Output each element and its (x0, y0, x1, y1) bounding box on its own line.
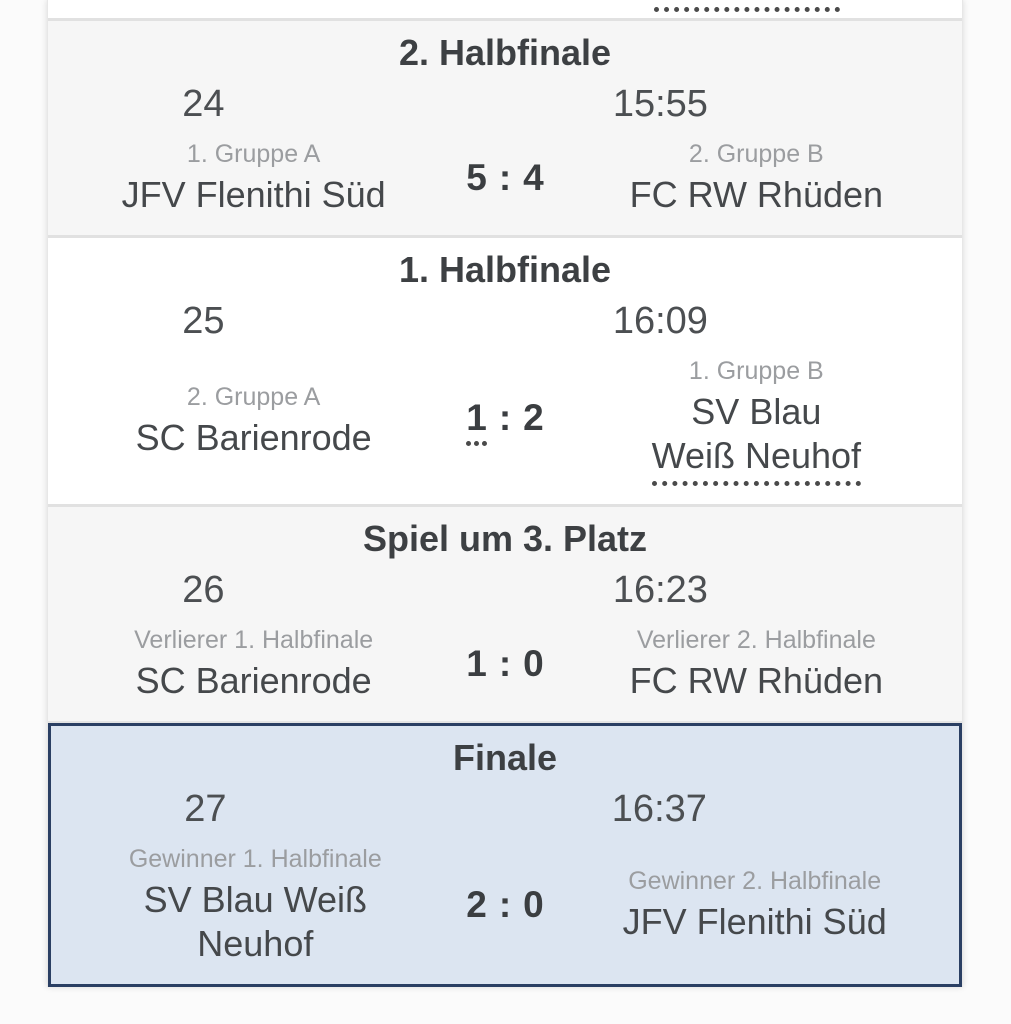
score-home-tooltip-underline[interactable]: 1 (466, 397, 487, 446)
match-number: 27 (184, 788, 227, 830)
home-team (48, 139, 459, 217)
match-title: Spiel um 3. Platz (362, 518, 648, 559)
home-team-label: Verlierer 1. Halbfinale (134, 626, 374, 654)
home-team (48, 382, 459, 460)
match-meta-row (51, 788, 959, 830)
match-card-halbfinale-1[interactable] (48, 235, 962, 504)
away-team-name (579, 390, 934, 486)
away-team-name-tooltip-underline[interactable]: Weiß Neuhof (652, 434, 861, 486)
match-number: 25 (182, 300, 225, 342)
score-away: 2 (523, 396, 544, 438)
away-team (550, 866, 959, 944)
away-team (551, 356, 962, 486)
match-time: 16:09 (612, 300, 708, 342)
home-team-label: Gewinner 1. Halbfinale (128, 845, 382, 873)
away-team-label: Verlierer 2. Halbfinale (636, 626, 876, 654)
match-score (459, 643, 550, 685)
match-score (459, 157, 550, 199)
score-away: 4 (523, 157, 544, 198)
home-team (51, 844, 460, 966)
score-away: 0 (523, 643, 544, 684)
match-meta-row (48, 83, 962, 125)
tournament-schedule-column (47, 0, 963, 987)
away-team (551, 625, 962, 703)
match-title: 1. Halbfinale (398, 249, 612, 290)
away-team-name-line1: SV Blau (691, 391, 822, 432)
home-team-name-line1: SV Blau Weiß (143, 879, 367, 920)
score-away: 0 (523, 884, 544, 925)
truncated-team-dotted-underline[interactable] (654, 7, 840, 12)
home-team-name: JFV Flenithi Süd (121, 174, 386, 215)
score-separator: : (498, 884, 512, 925)
home-team-name: SC Barienrode (135, 660, 372, 701)
match-card-finale[interactable] (48, 723, 962, 987)
match-time: 16:23 (612, 569, 708, 611)
score-separator: : (498, 157, 512, 198)
away-team-label: 1. Gruppe B (688, 357, 824, 385)
match-card-halbfinale-2[interactable] (48, 18, 962, 235)
away-team-name: FC RW Rhüden (629, 174, 884, 215)
away-team-name: JFV Flenithi Süd (622, 901, 887, 942)
teams-row (48, 139, 962, 217)
home-team-name-line2: Neuhof (197, 923, 314, 964)
match-meta-row (48, 569, 962, 611)
score-home: 1 (466, 643, 487, 684)
away-team-name: FC RW Rhüden (629, 660, 884, 701)
match-title: 2. Halbfinale (398, 32, 612, 73)
home-team-name (79, 878, 432, 966)
match-score (459, 397, 550, 446)
score-separator: : (498, 643, 512, 684)
score-home: 2 (466, 884, 487, 925)
score-separator: : (498, 396, 512, 438)
teams-row (48, 356, 962, 486)
match-meta-row (48, 300, 962, 342)
match-number: 26 (182, 569, 225, 611)
truncated-match-row (48, 0, 962, 18)
match-card-third-place[interactable] (48, 504, 962, 723)
home-team-label: 1. Gruppe A (186, 140, 321, 168)
away-team-label: 2. Gruppe B (688, 140, 824, 168)
match-time: 15:55 (612, 83, 708, 125)
away-team (551, 139, 962, 217)
home-team-label: 2. Gruppe A (186, 383, 321, 411)
match-time: 16:37 (611, 788, 707, 830)
away-team-label: Gewinner 2. Halbfinale (628, 867, 882, 895)
match-number: 24 (182, 83, 225, 125)
home-team (48, 625, 459, 703)
home-team-name: SC Barienrode (135, 417, 372, 458)
match-score (460, 884, 551, 926)
match-title: Finale (452, 737, 558, 778)
teams-row (48, 625, 962, 703)
score-home: 5 (466, 157, 487, 198)
teams-row (51, 844, 959, 966)
